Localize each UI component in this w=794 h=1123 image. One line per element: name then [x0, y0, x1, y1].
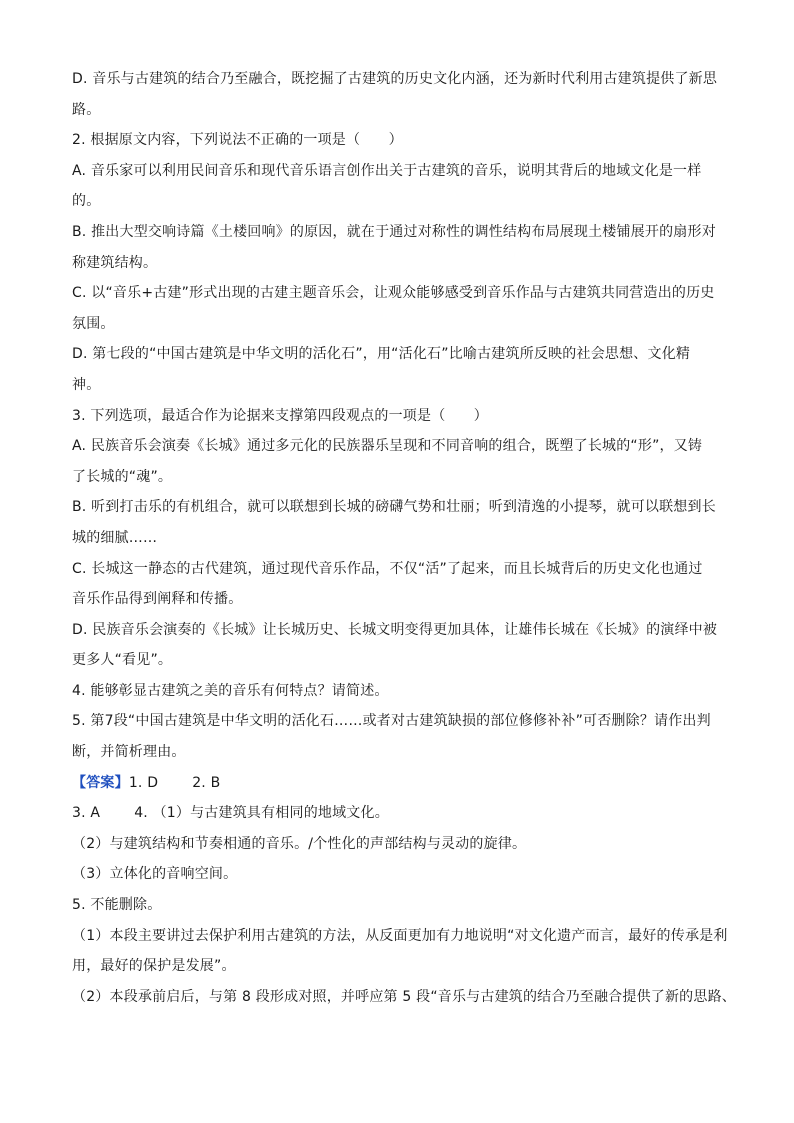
answer-5-reason-2-line-1: （2）本段承前启后，与第 8 段形成对照，并呼应第 5 段“音乐与古建筑的结合乃至融合提供了新的思路、 [72, 988, 736, 1005]
answer-tag: 【答案】 [72, 774, 129, 791]
q2-option-c-line-2: 氛围。 [72, 315, 115, 332]
answer-5-reason-1-line-2: 用，最好的保护是发展”。 [72, 958, 236, 975]
question-3-stem: 3. 下列选项，最适合作为论据来支撑第四段观点的一项是（ ） [72, 407, 489, 424]
document-page [72, 64, 736, 1012]
option-d-line-2: 路。 [72, 101, 101, 118]
answer-3-4-line [72, 798, 722, 829]
q3-option-a-line-2: 了长城的“魂”。 [72, 468, 173, 485]
q3-option-c-line-2: 音乐作品得到阐释和传播。 [72, 591, 243, 608]
answer-4-part-2: （2）与建筑结构和节奏相通的音乐。/个性化的声部结构与灵动的旋律。 [72, 835, 527, 852]
q2-option-c-line-1: C. 以“音乐+古建”形式出现的古建主题音乐会，让观众能够感受到音乐作品与古建筑共同营造出的历史 [72, 285, 715, 302]
q3-option-d-line-1: D. 民族音乐会演奏的《长城》让长城历史、长城文明变得更加具体，让雄伟长城在《长城》的演绎中被 [72, 621, 718, 638]
q3-option-d-line-2: 更多人“看见”。 [72, 652, 173, 669]
q3-option-a-line-1: A. 民族音乐会演奏《长城》通过多元化的民族器乐呈现和不同音响的组合，既塑了长城的“形”，又铸 [72, 438, 703, 455]
answer-4-part-1: 4. （1）与古建筑具有相同的地域文化。 [134, 805, 389, 822]
question-4-stem: 4. 能够彰显古建筑之美的音乐有何特点？请简述。 [72, 682, 389, 699]
answer-1: 1. D [128, 774, 159, 791]
q2-option-d-line-1: D. 第七段的“中国古建筑是中华文明的活化石”，用“活化石”比喻古建筑所反映的社会思想、文化精 [72, 346, 691, 363]
answer-3: 3. A [72, 805, 101, 822]
q2-option-b-line-1: B. 推出大型交响诗篇《土楼回响》的原因，就在于通过对称性的调性结构布局展现土楼铺展开的扇形对 [72, 223, 716, 240]
question-5-stem-line-2: 断，并简析理由。 [72, 744, 186, 761]
answer-2: 2. B [192, 774, 221, 791]
option-d-line-1: D. 音乐与古建筑的结合乃至融合，既挖掘了古建筑的历史文化内涵，还为新时代利用古建筑提供了新思 [72, 71, 718, 87]
answer-line [72, 768, 722, 799]
answer-5-reason-1-line-1: （1）本段主要讲过去保护利用古建筑的方法，从反面更加有力地说明“对文化遗产而言，最好的传承是利 [72, 927, 728, 944]
q3-option-b-line-2: 城的细腻…… [72, 529, 158, 546]
answer-4-part-3: （3）立体化的音响空间。 [72, 866, 238, 883]
q2-option-a-line-1: A. 音乐家可以利用民间音乐和现代音乐语言创作出关于古建筑的音乐，说明其背后的地域文化是一样 [72, 162, 702, 179]
question-5-stem-line-1: 5. 第7段“中国古建筑是中华文明的活化石……或者对古建筑缺损的部位修修补补”可否删除？请作出判 [72, 713, 711, 730]
q2-option-b-line-2: 称建筑结构。 [72, 254, 158, 271]
q3-option-b-line-1: B. 听到打击乐的有机组合，就可以联想到长城的磅礴气势和壮丽；听到清逸的小提琴，就可以联想到长 [72, 499, 716, 516]
question-2-stem: 2. 根据原文内容，下列说法不正确的一项是（ ） [72, 132, 403, 149]
answer-5-verdict: 5. 不能删除。 [72, 897, 162, 914]
q3-option-c-line-1: C. 长城这一静态的古代建筑，通过现代音乐作品，不仅“活”了起来，而且长城背后的历史文化也通过 [72, 560, 703, 577]
q2-option-a-line-2: 的。 [72, 193, 101, 210]
q2-option-d-line-2: 神。 [72, 376, 101, 393]
